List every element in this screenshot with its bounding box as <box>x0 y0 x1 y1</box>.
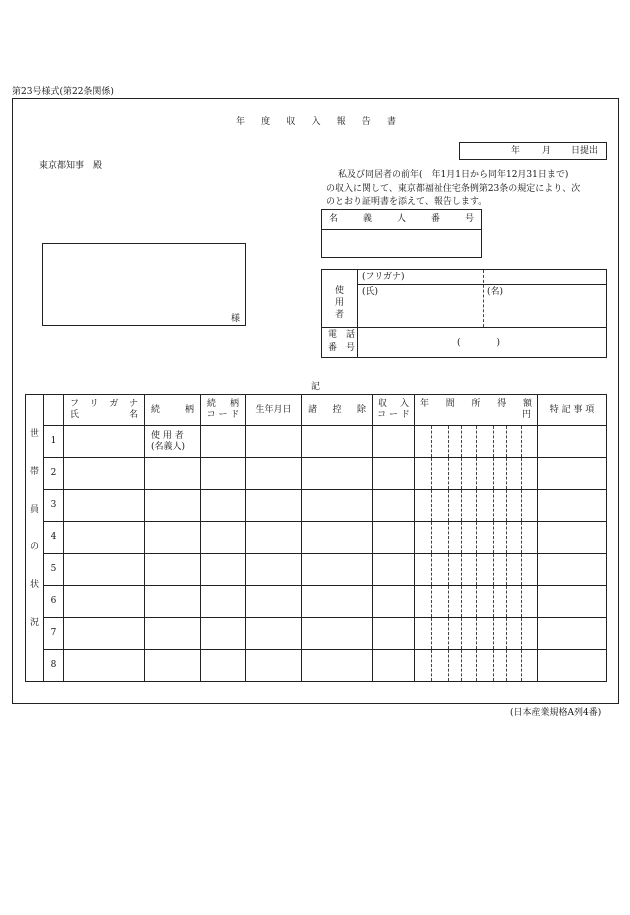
household-table <box>25 394 607 682</box>
header-deduction: 諸 控 除 <box>302 395 373 426</box>
statement-line-2: の収入に関して、東京都福祉住宅条例第23条の規定により、次 <box>326 184 581 194</box>
table-row: 4 <box>26 522 607 554</box>
furigana-label: (フリガナ) <box>362 272 405 282</box>
statement-line-3: のとおり証明書を添えて、報告します。 <box>326 197 488 207</box>
household-side-label: 世 帯 員 の 状 況 <box>26 395 44 682</box>
given-name-label: (名) <box>487 287 504 297</box>
name-box[interactable] <box>42 243 246 326</box>
table-header-row <box>26 395 607 426</box>
user-box <box>321 269 607 358</box>
statement-line-1: 私及び同居者の前年( 年1月1日から同年12月31日まで) <box>338 170 569 180</box>
table-row: 3 <box>26 490 607 522</box>
header-remarks: 特 記 事 項 <box>538 395 607 426</box>
ki-label: 記 <box>311 382 321 392</box>
family-name-label: (氏) <box>362 287 379 297</box>
header-income-code: 収 入 コ ー ド <box>373 395 415 426</box>
header-annual-income: 年 間 所 得 額 円 <box>415 395 538 426</box>
user-label: 使 用 者 <box>334 286 344 320</box>
header-relation-code: 続 柄 コ ー ド <box>201 395 246 426</box>
holder-number-box[interactable] <box>321 209 482 258</box>
form-number: 第23号様式(第22条関係) <box>12 87 114 97</box>
phone-parens: ( ) <box>457 338 501 348</box>
header-furigana-name: フ リ ガ ナ 氏 名 <box>64 395 145 426</box>
footer-note: (日本産業規格A列4番) <box>510 708 602 718</box>
form-title: 年 度 収 入 報 告 書 <box>236 117 396 127</box>
table-row: 5 <box>26 554 607 586</box>
first-row-relation: 使 用 者 (名義人) <box>145 426 201 458</box>
name-box-suffix: 様 <box>231 314 241 324</box>
phone-label: 電 話 番 号 <box>328 330 356 353</box>
table-row: 8 <box>26 649 607 681</box>
table-row: 2 <box>26 458 607 490</box>
header-relation: 続 柄 <box>145 395 201 426</box>
holder-number-label: 名 義 人 番 号 <box>329 214 474 224</box>
addressee: 東京都知事 殿 <box>39 161 103 171</box>
submission-date-box[interactable]: 年 月 日提出 <box>459 142 607 160</box>
header-birthdate: 生年月日 <box>246 395 302 426</box>
table-row: 1 使 用 者 (名義人) <box>26 426 607 458</box>
table-row: 7 <box>26 617 607 649</box>
table-row: 6 <box>26 586 607 618</box>
